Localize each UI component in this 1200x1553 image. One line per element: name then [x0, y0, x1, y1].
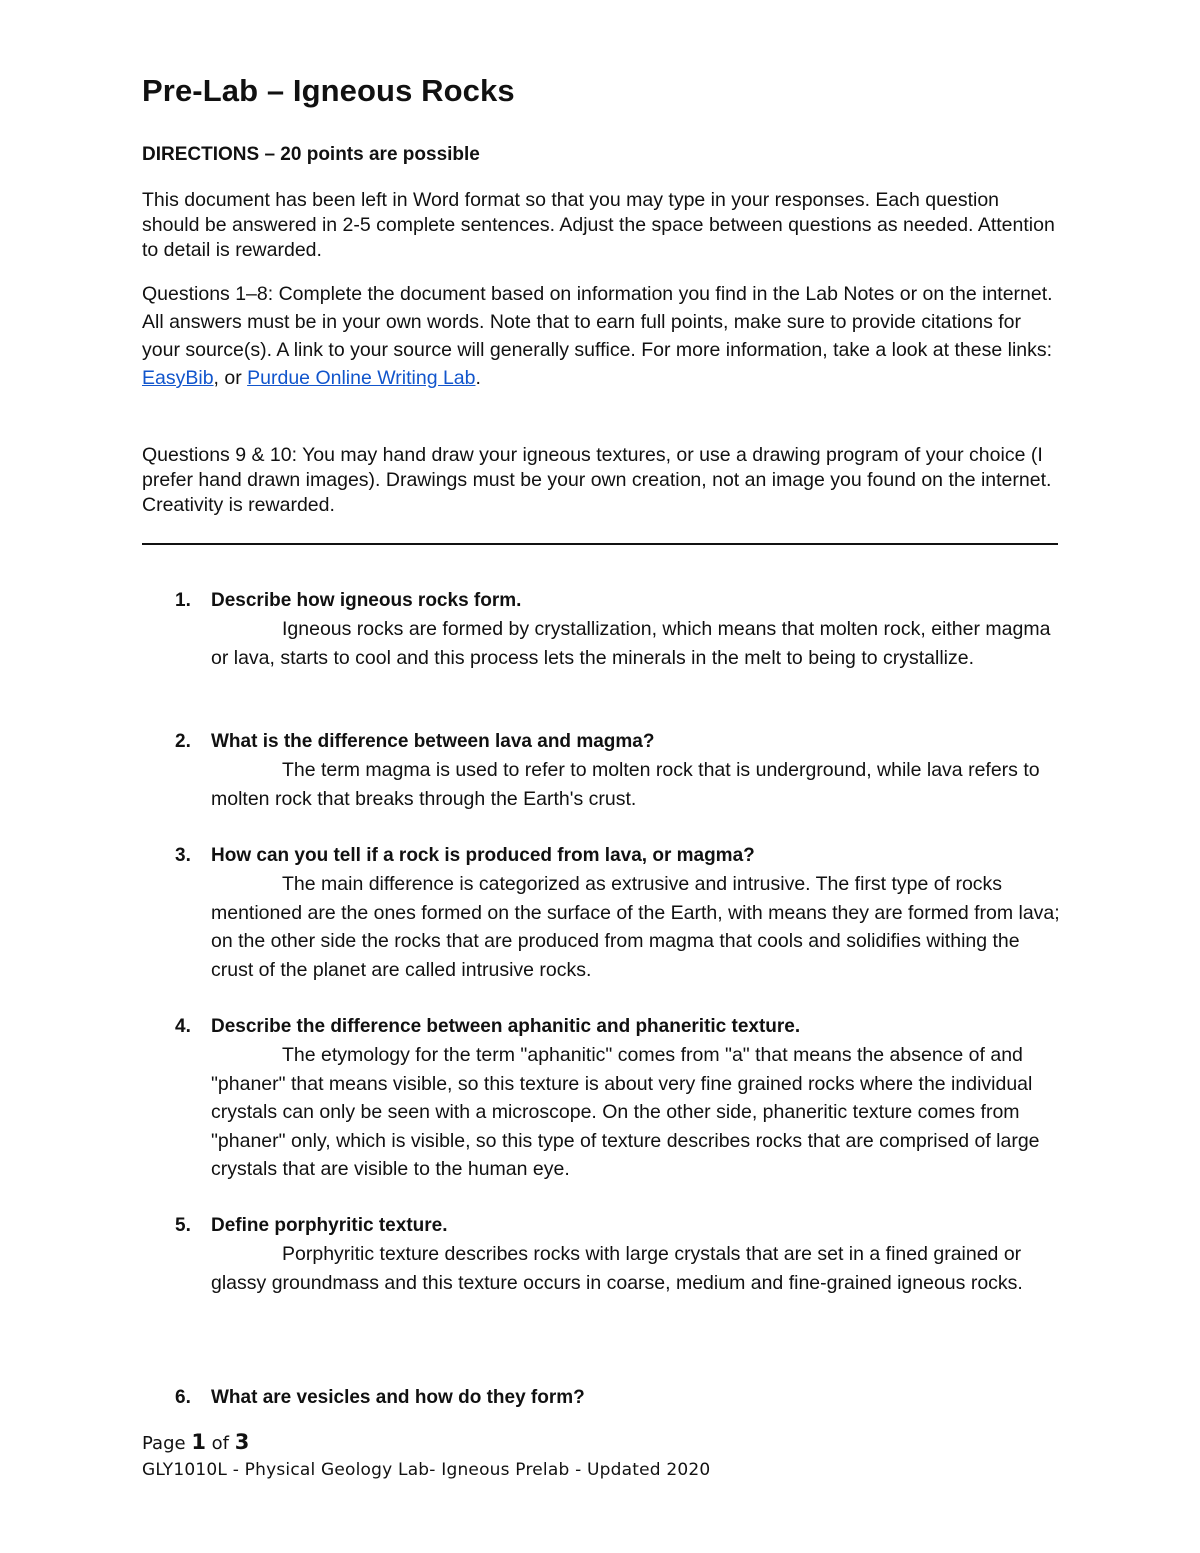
- question-answer: Igneous rocks are formed by crystallization, which means that molten rock, either magma or lava, starts to cool and this process lets the minerals in the melt to being to crystallize.: [211, 618, 1051, 669]
- question-text: Describe the difference between aphanitic and phaneritic texture.: [211, 1016, 801, 1037]
- document-title: Pre-Lab – Igneous Rocks: [142, 73, 515, 108]
- question-text: What is the difference between lava and magma?: [211, 731, 655, 752]
- page-current: 1: [191, 1430, 206, 1454]
- question-number: 1.: [175, 590, 191, 611]
- page-number: [142, 1430, 249, 1454]
- question-text: What are vesicles and how do they form?: [211, 1387, 585, 1408]
- page-total: 3: [234, 1430, 250, 1454]
- question-number: 2.: [175, 731, 191, 752]
- question-number: 3.: [175, 845, 191, 866]
- question-answer: The term magma is used to refer to molten rock that is underground, while lava refers to molten rock that breaks through the Earth's crust.: [211, 759, 1040, 810]
- questions-1-8-line1: Questions 1–8: Complete the document based on information you find in the Lab Notes or on the internet.: [142, 283, 1053, 305]
- question-answer: The etymology for the term "aphanitic" comes from "a" that means the absence of and "phaner" that means visible, so this texture is about very fine grained rocks where the individual crystals can only be seen with a microscope. On the other side, phaneritic texture comes from "phaner" only, which is visible, so this type of texture describes rocks that are comprised of large crystals that are visible to the human eye.: [211, 1044, 1040, 1180]
- directions-heading: DIRECTIONS – 20 points are possible: [142, 144, 480, 165]
- question-answer: Porphyritic texture describes rocks with large crystals that are set in a fined grained or glassy groundmass and this texture occurs in coarse, medium and fine-grained igneous rocks.: [211, 1243, 1023, 1294]
- easybib-link[interactable]: EasyBib: [142, 367, 214, 389]
- question-text: Describe how igneous rocks form.: [211, 590, 522, 611]
- question-answer: The main difference is categorized as extrusive and intrusive. The first type of rocks mentioned are the ones formed on the surface of the Earth, with means they are formed from lava; on the other side the rocks that are produced from magma that cools and solidifies withing the crust of the planet are called intrusive rocks.: [211, 873, 1060, 981]
- question-text: Define porphyritic texture.: [211, 1215, 448, 1236]
- purdue-owl-link[interactable]: Purdue Online Writing Lab: [247, 367, 476, 389]
- question-number: 4.: [175, 1016, 191, 1037]
- questions-1-8-line2: All answers must be in your own words. Note that to earn full points, make sure to provide citations for your source(s). A link to your source will generally suffice. For more information, take a look at these links:: [142, 311, 1053, 361]
- footer-course-info: GLY1010L - Physical Geology Lab- Igneous Prelab - Updated 2020: [142, 1460, 711, 1480]
- question-number: 6.: [175, 1387, 191, 1408]
- questions-1-8-paragraph: [142, 280, 1058, 392]
- intro-paragraph: This document has been left in Word format so that you may type in your responses. Each question should be answered in 2-5 complete sentences. Adjust the space between questions as needed. Attention to detail is rewarded.: [142, 189, 1055, 261]
- page-label: Page: [142, 1433, 192, 1454]
- link-separator: , or: [213, 367, 248, 389]
- questions-9-10-paragraph: Questions 9 & 10: You may hand draw your igneous textures, or use a drawing program of your choice (I prefer hand drawn images). Drawings must be your own creation, not an image you found on the internet. Creativity is rewarded.: [142, 444, 1052, 516]
- page-of: of: [205, 1433, 235, 1454]
- question-number: 5.: [175, 1215, 191, 1236]
- question-text: How can you tell if a rock is produced from lava, or magma?: [211, 845, 755, 866]
- link-end: .: [475, 367, 481, 389]
- horizontal-divider: [142, 543, 1058, 545]
